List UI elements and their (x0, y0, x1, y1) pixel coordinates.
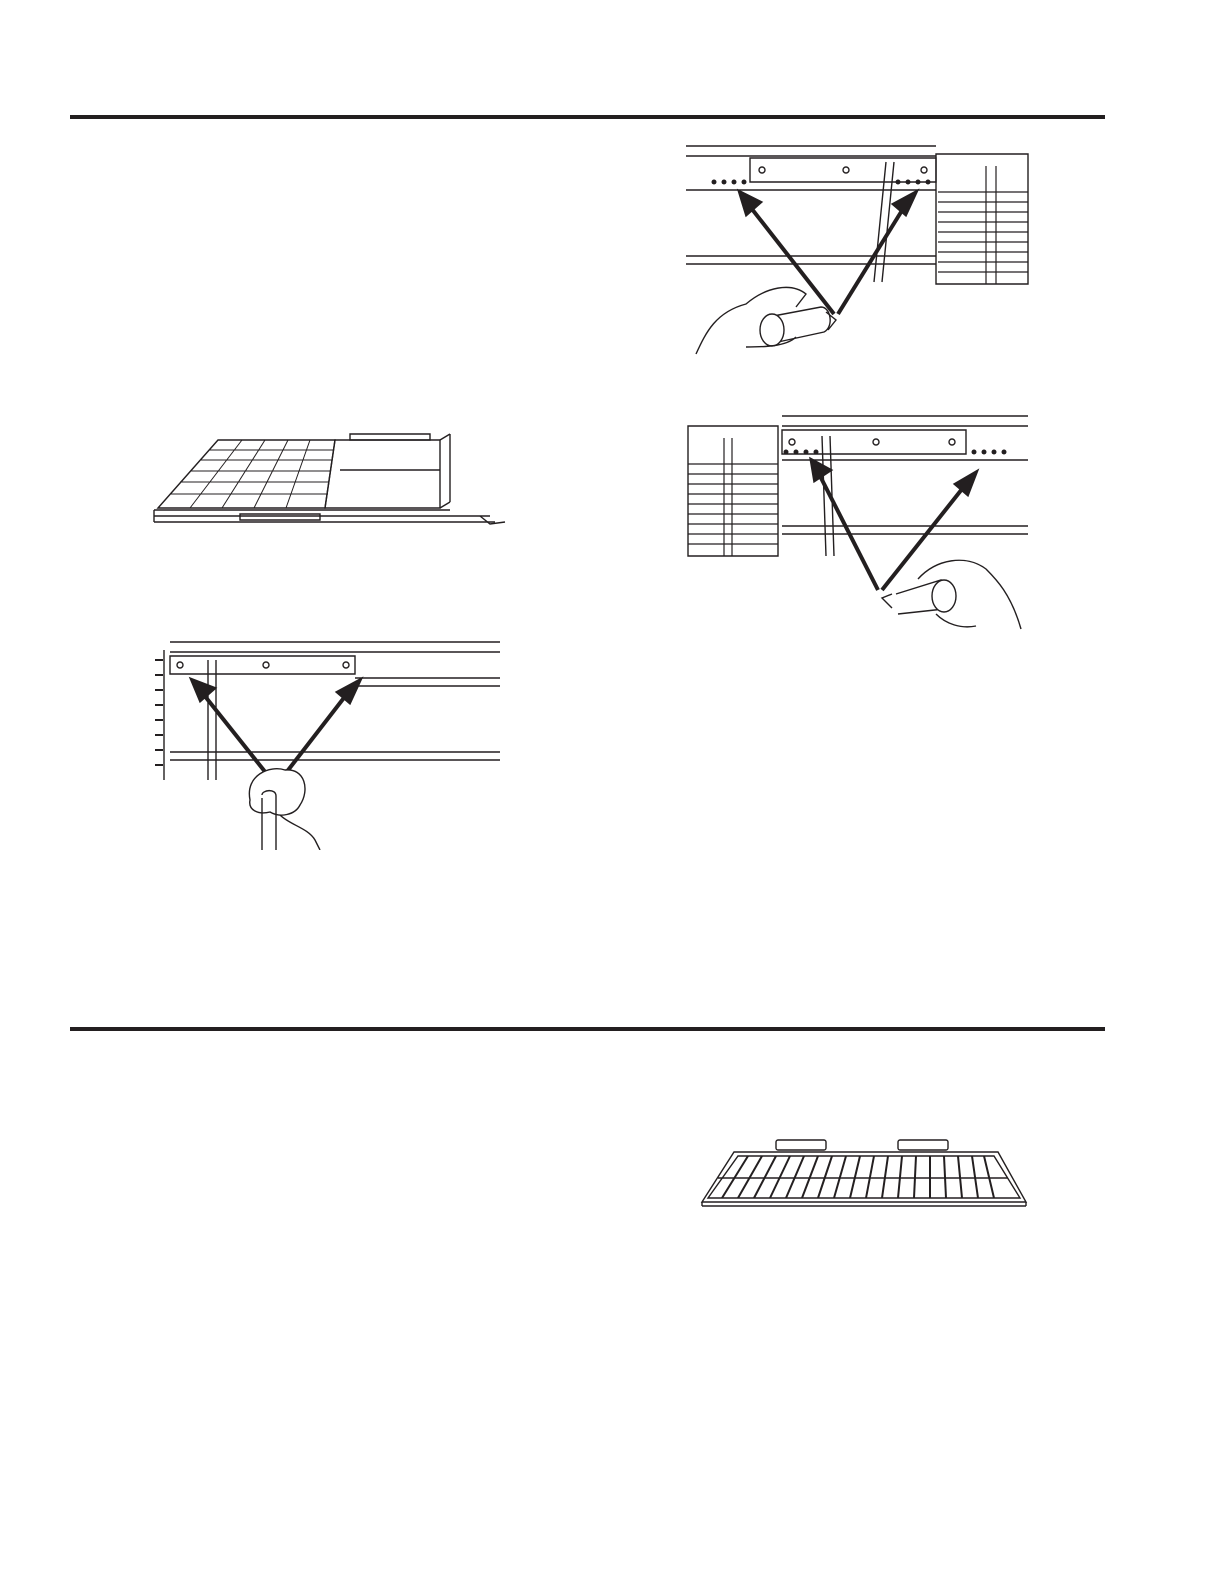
wipe-slides-illustration (150, 640, 502, 850)
lubricate-slides-left-illustration (686, 414, 1031, 634)
lubricate-slides-right-illustration (686, 142, 1031, 357)
extension-rack-illustration (150, 430, 510, 530)
section-divider-middle (70, 1027, 1105, 1031)
flat-oven-rack-illustration (698, 1138, 1030, 1208)
section-divider-top (70, 115, 1105, 119)
